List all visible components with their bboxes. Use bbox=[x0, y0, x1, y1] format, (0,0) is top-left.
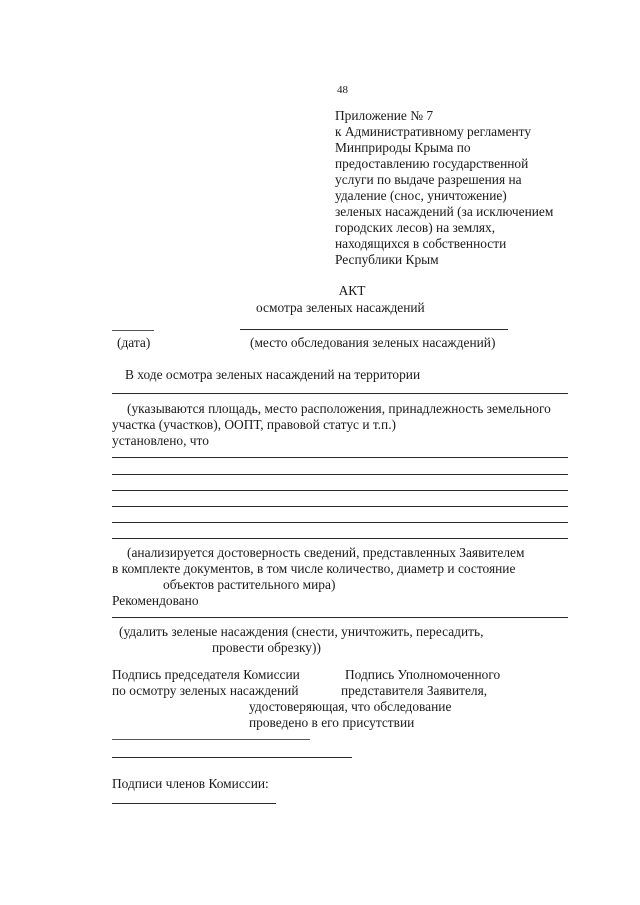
rep-signature-label: удостоверяющая, что обследование bbox=[249, 699, 452, 714]
chair-signature-label: по осмотру зеленых насаждений bbox=[112, 683, 299, 698]
recommend-hint: провести обрезку)) bbox=[212, 640, 321, 655]
findings-line bbox=[112, 457, 568, 458]
date-label: (дата) bbox=[117, 335, 151, 350]
rep-signature-label: проведено в его присутствии bbox=[249, 715, 415, 730]
appendix-line: Приложение № 7 bbox=[335, 108, 434, 123]
date-line bbox=[112, 330, 154, 331]
analysis-hint: (анализируется достоверность сведений, представленных Заявителем bbox=[127, 545, 525, 560]
analysis-hint: в комплекте документов, в том числе количество, диаметр и состояние bbox=[112, 561, 516, 576]
appendix-line: услуги по выдаче разрешения на bbox=[335, 172, 522, 187]
findings-line bbox=[112, 490, 568, 491]
rep-signature-line bbox=[112, 757, 352, 758]
act-subtitle: осмотра зеленых насаждений bbox=[256, 300, 425, 315]
recommendation-line bbox=[112, 617, 568, 618]
page-number: 48 bbox=[337, 84, 348, 96]
established-label: установлено, что bbox=[112, 433, 209, 448]
appendix-line: Минприроды Крыма по bbox=[335, 140, 471, 155]
act-title: АКТ bbox=[338, 283, 366, 298]
findings-line bbox=[112, 474, 568, 475]
appendix-line: находящихся в собственности bbox=[335, 236, 507, 251]
territory-line bbox=[112, 393, 568, 394]
territory-hint: (указываются площадь, место расположения, принадлежность земельного bbox=[127, 401, 551, 416]
findings-line bbox=[112, 538, 568, 539]
rep-signature-label: Подпись Уполномоченного bbox=[345, 667, 501, 682]
appendix-line: Республики Крым bbox=[335, 252, 439, 267]
appendix-line: зеленых насаждений (за исключением bbox=[335, 204, 554, 219]
findings-line bbox=[112, 506, 568, 507]
analysis-hint: объектов растительного мира) bbox=[163, 577, 336, 592]
recommend-hint: (удалить зеленые насаждения (снести, уничтожить, пересадить, bbox=[119, 624, 484, 639]
appendix-line: удаление (снос, уничтожение) bbox=[335, 188, 507, 203]
rep-signature-label: представителя Заявителя, bbox=[341, 683, 488, 698]
inspection-intro: В ходе осмотра зеленых насаждений на территории bbox=[125, 367, 421, 382]
recommended-label: Рекомендовано bbox=[112, 593, 199, 608]
appendix-line: городских лесов) на землях, bbox=[335, 220, 496, 235]
members-label: Подписи членов Комиссии: bbox=[112, 776, 269, 791]
place-label: (место обследования зеленых насаждений) bbox=[250, 335, 496, 350]
chair-signature-line bbox=[112, 739, 310, 740]
place-line bbox=[240, 329, 508, 330]
members-signature-line bbox=[112, 803, 276, 804]
appendix-line: к Административному регламенту bbox=[335, 124, 532, 139]
chair-signature-label: Подпись председателя Комиссии bbox=[112, 667, 300, 682]
findings-line bbox=[112, 522, 568, 523]
territory-hint: участка (участков), ООПТ, правовой статус и т.п.) bbox=[112, 417, 396, 432]
appendix-line: предоставлению государственной bbox=[335, 156, 529, 171]
